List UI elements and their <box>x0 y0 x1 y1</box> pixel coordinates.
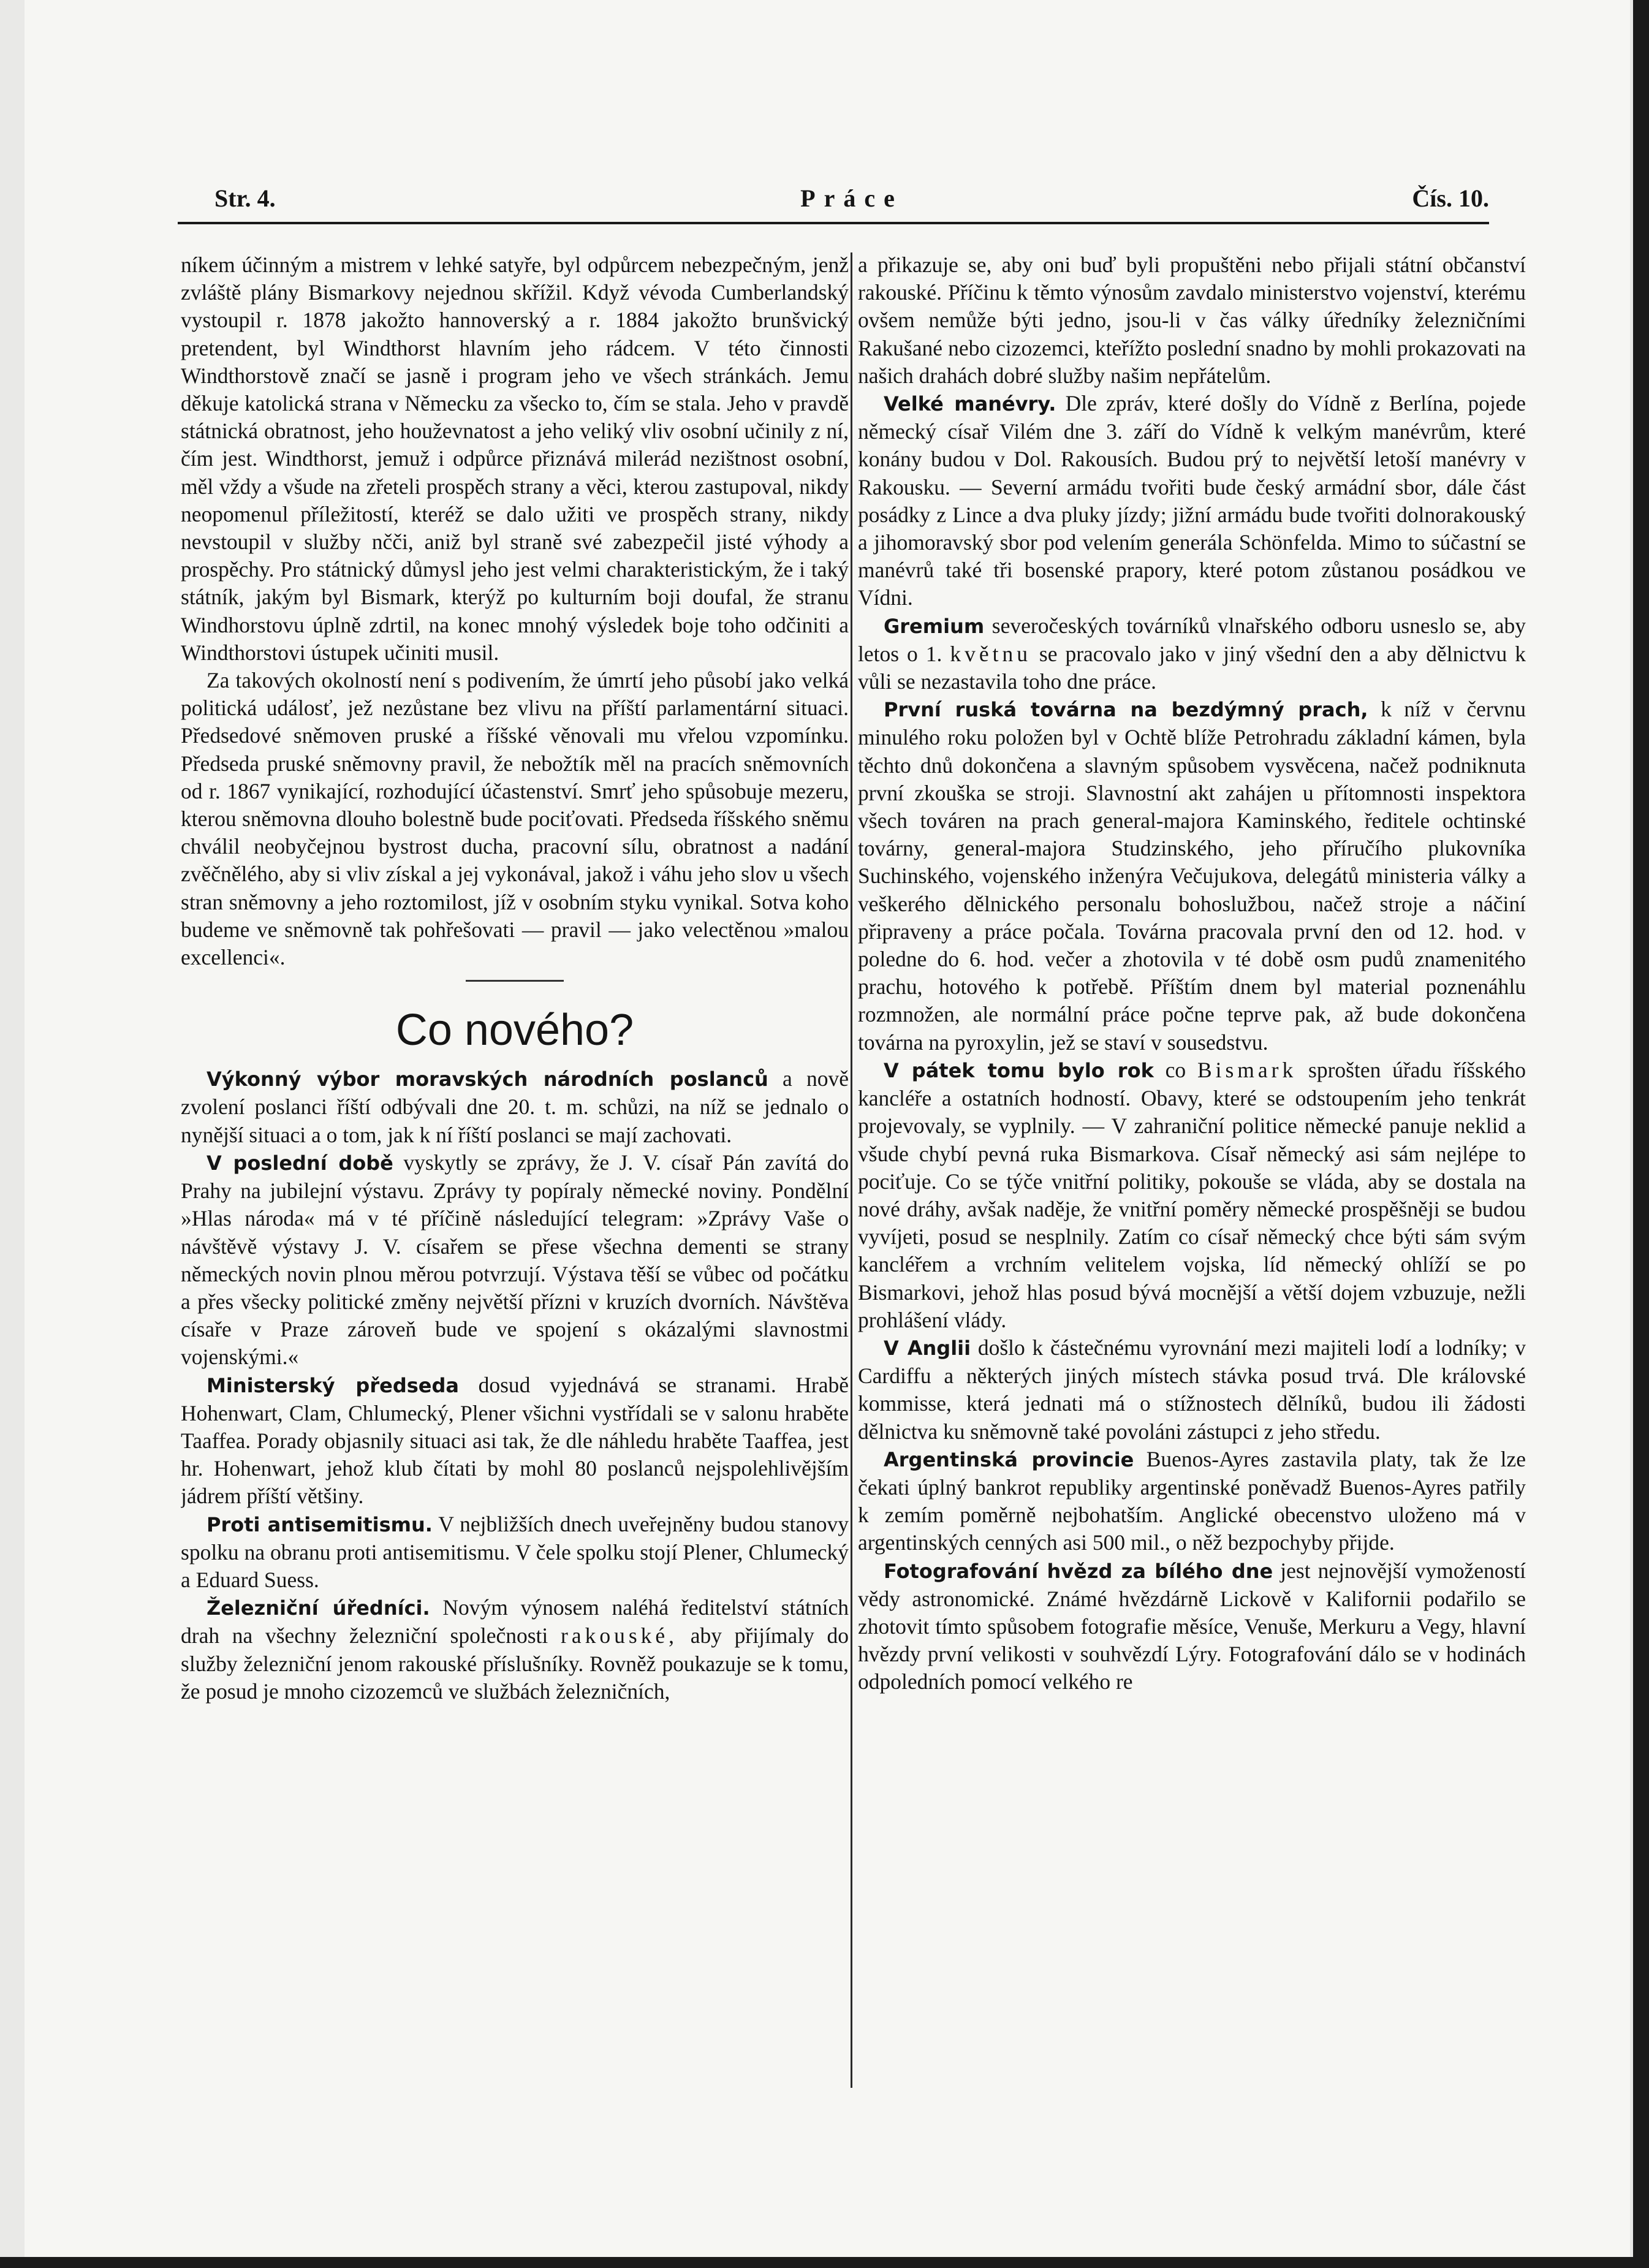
windthorst-paragraph-2: Za takových okolností není s podivením, že úmrtí jeho působí jako velká politická událosť, jež nezůstane bez vlivu na příští parlamentární situaci. Předsedové sněmoven pruské a říšské věnovali mu vřelou vzpomínku. Předseda pruské sněmovny pravil, že nebožtík měl na pracích sněmovních od r. 1867 vynikající, rozhodující účastenství. Smrť jeho spůsobuje mezeru, kterou sněmovna dlouho bolestně bude pociťovati. Předseda říšského sněmu chválil neobyčejnou bystrost ducha, pracovní sílu, obratnost a nadání zvěčnělého, aby si vliv získal a jej vykonával, jakož i váhu jeho slov u všech stran sněmovny a jeho roztomilost, jíž v osobním styku vynikal. Sotva koho budeme ve sněmovně tak pohřešovati — pravil — jako velectěnou »malou excellenci«. <box>181 668 849 970</box>
news-text: Buenos-Ayres zastavila platy, tak že lze čekati úplný bankrot republiky argentinské poněvadž Buenos-Ayres patřily k zemím poměrně nejbohatším. Anglické obecenstvo uloženo má v argentinských cenných asi 500 mil., o něž bezpochyby přijde. <box>858 1446 1526 1555</box>
article-divider <box>466 980 564 982</box>
news-text: Novým výnosem naléhá ředitelství státních drah na všechny železniční společnosti <box>181 1595 849 1648</box>
news-item <box>181 1371 849 1511</box>
news-item <box>858 1446 1526 1557</box>
news-lead: Proti antisemitismu. <box>207 1512 433 1536</box>
news-item <box>181 1065 849 1149</box>
windthorst-paragraph-1: níkem účinným a mistrem v lehké satyře, byl odpůrcem nebezpečným, jenž zvláště plány Bismarkovy nejednou skřížil. Když vévoda Cumberlandský vystoupil r. 1878 jakožto hannoverský a r. 1884 jakožto brunšvický pretendent, byl Windthorst hlavním jeho rádcem. V této činnosti Windthorstově značí se jasně i program jeho ve všech stránkách. Jemu děkuje katolická strana v Německu za všecko to, čím se stala. Jeho v pravdě státnická obratnost, jeho houževnatost a jeho veliký vliv osobní učinily z ní, čím jest. Windthorst, jemuž i odpůrce přiznává milerád nezištnost osobní, měl vždy a všude na zřeteli prospěch strany a věci, kterou zastupoval, nikdy neopomenul příležitostí, kteréž se dalo užiti ve prospěch strany, nikdy nevstoupil v služby nčči, aniž byl straně své zabezpečil jisté výhody a prospěchy. Pro státnický důmysl jeho jest velmi charakteristickým, že i taký státník, jakým byl Bismark, kterýž po kulturním boji doufal, že stranu Windhorstovu úplně zdrtil, na konec mnohý výsledek boje toho odčiniti a Windthorstovi ústupek učiniti musil. <box>181 252 849 665</box>
news-lead: V Anglii <box>884 1336 971 1360</box>
news-text: jest nejnovější vymožeností vědy astronomické. Známé hvězdárně Lickově v Kalifornii podařilo se zhotovit tímto spůsobem fotografie měsíce, Venuše, Merkuru a Vegy, hlavní hvězdy první velikosti v souhvězdí Lýry. Fotografování dálo se v hodinách odpoledních pomocí velkého re <box>858 1558 1526 1694</box>
news-item <box>858 612 1526 696</box>
news-item <box>858 1334 1526 1446</box>
news-item <box>858 696 1526 1056</box>
page-header <box>214 184 1489 218</box>
news-emphasis: rakouské, <box>561 1623 678 1648</box>
news-lead: Železniční úředníci. <box>207 1596 430 1620</box>
issue-number-label: Čís. 10. <box>1412 184 1489 212</box>
news-text: se pracovalo jako v jiný všední den a aby dělnictvu k vůli se nezastavila toho dne práce. <box>858 641 1526 694</box>
news-text: sprošten úřadu říšského kancléře a ostatních hodností. Obavy, které se odstoupením jeho tenkrát projevovaly, se vyplnily. — V zahraniční politice německé panuje neklid a všude chybí pevná ruka Bismarkova. Císař německý asi sám nejlépe to pociťuje. Co se týče vnitřní politiky, pokouše se vláda, aby se dostala na nové dráhy, avšak naděje, že vnitřní poměry německé prospěšněji se budou vyvíjeti, posud se nesplnily. Zatím co císař německý chce býti sám svým kancléřem a vrchním velitelem vojska, líd německý ohlíží se po Bismarkovi, jehož hlas posud bývá mocnější a větší dojem vzbuzuje, nežli prohlášení vlády. <box>858 1057 1526 1332</box>
news-lead: Velké manévry. <box>884 392 1056 416</box>
news-text: severočeských továrníků vlnařského odboru usneslo se, aby letos o 1. <box>858 613 1526 666</box>
news-lead: V poslední době <box>207 1151 393 1175</box>
right-column <box>858 251 1526 2090</box>
news-item <box>858 1056 1526 1334</box>
news-text: vyskytly se zprávy, že J. V. císař Pán zavítá do Prahy na jubilejní výstavu. Zprávy ty popíraly německé noviny. Pondělní »Hlas národa« má v té příčině následující telegram: »Zprávy Vaše o návštěvě výstavy J. V. císařem se přese všechna dementi se strany německých novin plnou měrou potvrzují. Výstava těší se vůbec od počátku a přes všecky politické změny největší přízni v kruzích dvorních. Návštěva císaře v Praze zároveň bude ve spojení s okázalými slavnostmi vojenskými.« <box>181 1150 849 1370</box>
news-text: dosud vyjednává se stranami. Hrabě Hohenwart, Clam, Chlumecký, Plener všichni vystřídali se v salonu hraběte Taaffea. Porady objasnily situaci asi tak, že dle náhledu hraběte Taaffea, jest hr. Hohenwart, jehož klub čítati by mohl 80 poslanců nejspolehlivějším jádrem příští většiny. <box>181 1372 849 1509</box>
news-text: a nově zvolení poslanci říští odbývali dne 20. t. m. schůzi, na níž se jednalo o nynější situaci a o tom, jak k ní říští poslanci se mají zachovati. <box>181 1066 849 1147</box>
newspaper-page <box>25 0 1630 2268</box>
news-text: co <box>1165 1057 1186 1082</box>
news-lead: Fotografování hvězd za bílého dne <box>884 1559 1273 1583</box>
news-lead: Výkonný výbor moravských národních poslanců <box>207 1068 768 1091</box>
left-column <box>181 251 849 2090</box>
news-text: k níž v červnu minulého roku položen byl v Ochtě blíže Petrohradu základní kámen, byla těchto dnů dokončena a slavným spůsobem vysvěcena, načež podniknuta první zkouška se stroji. Slavnostní akt zahájen u přítomnosti inspektora všech továren na prach general-majora Kaminského, ředitele ochtinské továrny, general-majora Studzinského, jeho příručího plukovníka Suchinského, vojenského inženýra Večujukova, delegátů ministeria války a veškerého dělnického personalu bohoslužbou, načež stroje a náčiní připraveny a práce počala. Továrna pracovala první den od 12. hod. v poledne do 6. hod. večer a zhotovila v té době osm pudů znamenitého prachu, hotového k potřebě. Příštím dnem byl material poznenáhlu rozmnožen, ale normální práce počne teprve pak, až bude dokončena továrna na pyroxylin, jež se staví v sousedstvu. <box>858 697 1526 1055</box>
scan-bottom-edge <box>0 2257 1649 2268</box>
page-number-label: Str. 4. <box>214 184 276 212</box>
news-emphasis: Bismark <box>1197 1057 1297 1082</box>
news-item <box>181 1511 849 1595</box>
scan-edge-shadow <box>1633 0 1649 2268</box>
continuation-paragraph: a přikazuje se, aby oni buď byli propuštěni nebo přijali státní občanství rakouské. Příčinu k těmto výnosům zavdalo ministerstvo vojenství, kterému ovšem nemůže býti jedno, jsou-li v čas války úředníky železničními Rakušané nebo cizozemci, kteřížto poslední snadno by mohli prokazovati na našich drahách dobré služby našim nepřátelům. <box>858 252 1526 388</box>
section-title: Co nového? <box>395 1006 634 1055</box>
news-lead: Argentinská provincie <box>884 1447 1134 1471</box>
news-text: V nejbližších dnech uveřejněny budou stanovy spolku na obranu proti antisemitismu. V čele spolku stojí Plener, Chlumecký a Eduard Suess. <box>181 1511 849 1592</box>
news-lead: První ruská továrna na bezdýmný prach, <box>884 698 1368 722</box>
news-text: došlo k částečnému vyrovnání mezi majiteli lodí a lodníky; v Cardiffu a některých jiných místech stávka posud trvá. Dle královské kommisse, která jednati má o stížnostech dělníků, budou ili žádosti dělnictva ku sněmovně také povoláni zástupci z jeho středu. <box>858 1335 1526 1444</box>
header-rule <box>178 222 1489 224</box>
news-text: Dle zpráv, které došly do Vídně z Berlína, pojede německý císař Vilém dne 3. září do Vídně k velkým manévrům, které konány budou v Dol. Rakousích. Budou prý to největší letoší manévry v Rakousku. — Severní armádu tvořiti bude český armádní sbor, dále část posádky z Lince a dva pluky jízdy; jižní armádu bude tvořiti dolnorakouský a jihomoravský sbor pod velením generála Schönfelda. Mimo to súčastní se manévrů také tři bosenské prapory, které potom zůstanou posádkou ve Vídni. <box>858 391 1526 610</box>
news-text: aby přijímaly do služby železniční jenom rakouské příslušníky. Rovněž poukazuje se k tomu, že posud je mnoho cizozemců ve službách železničních, <box>181 1623 849 1704</box>
news-lead: Gremium <box>884 614 985 638</box>
news-item <box>181 1149 849 1371</box>
news-item <box>858 1557 1526 1696</box>
news-item <box>858 390 1526 612</box>
news-lead: V pátek tomu bylo rok <box>884 1058 1154 1082</box>
masthead-title: Práce <box>800 184 903 212</box>
news-emphasis: květnu <box>950 641 1031 666</box>
column-rule <box>851 252 852 2088</box>
news-item <box>181 1594 849 1705</box>
news-lead: Ministerský předseda <box>207 1373 459 1397</box>
